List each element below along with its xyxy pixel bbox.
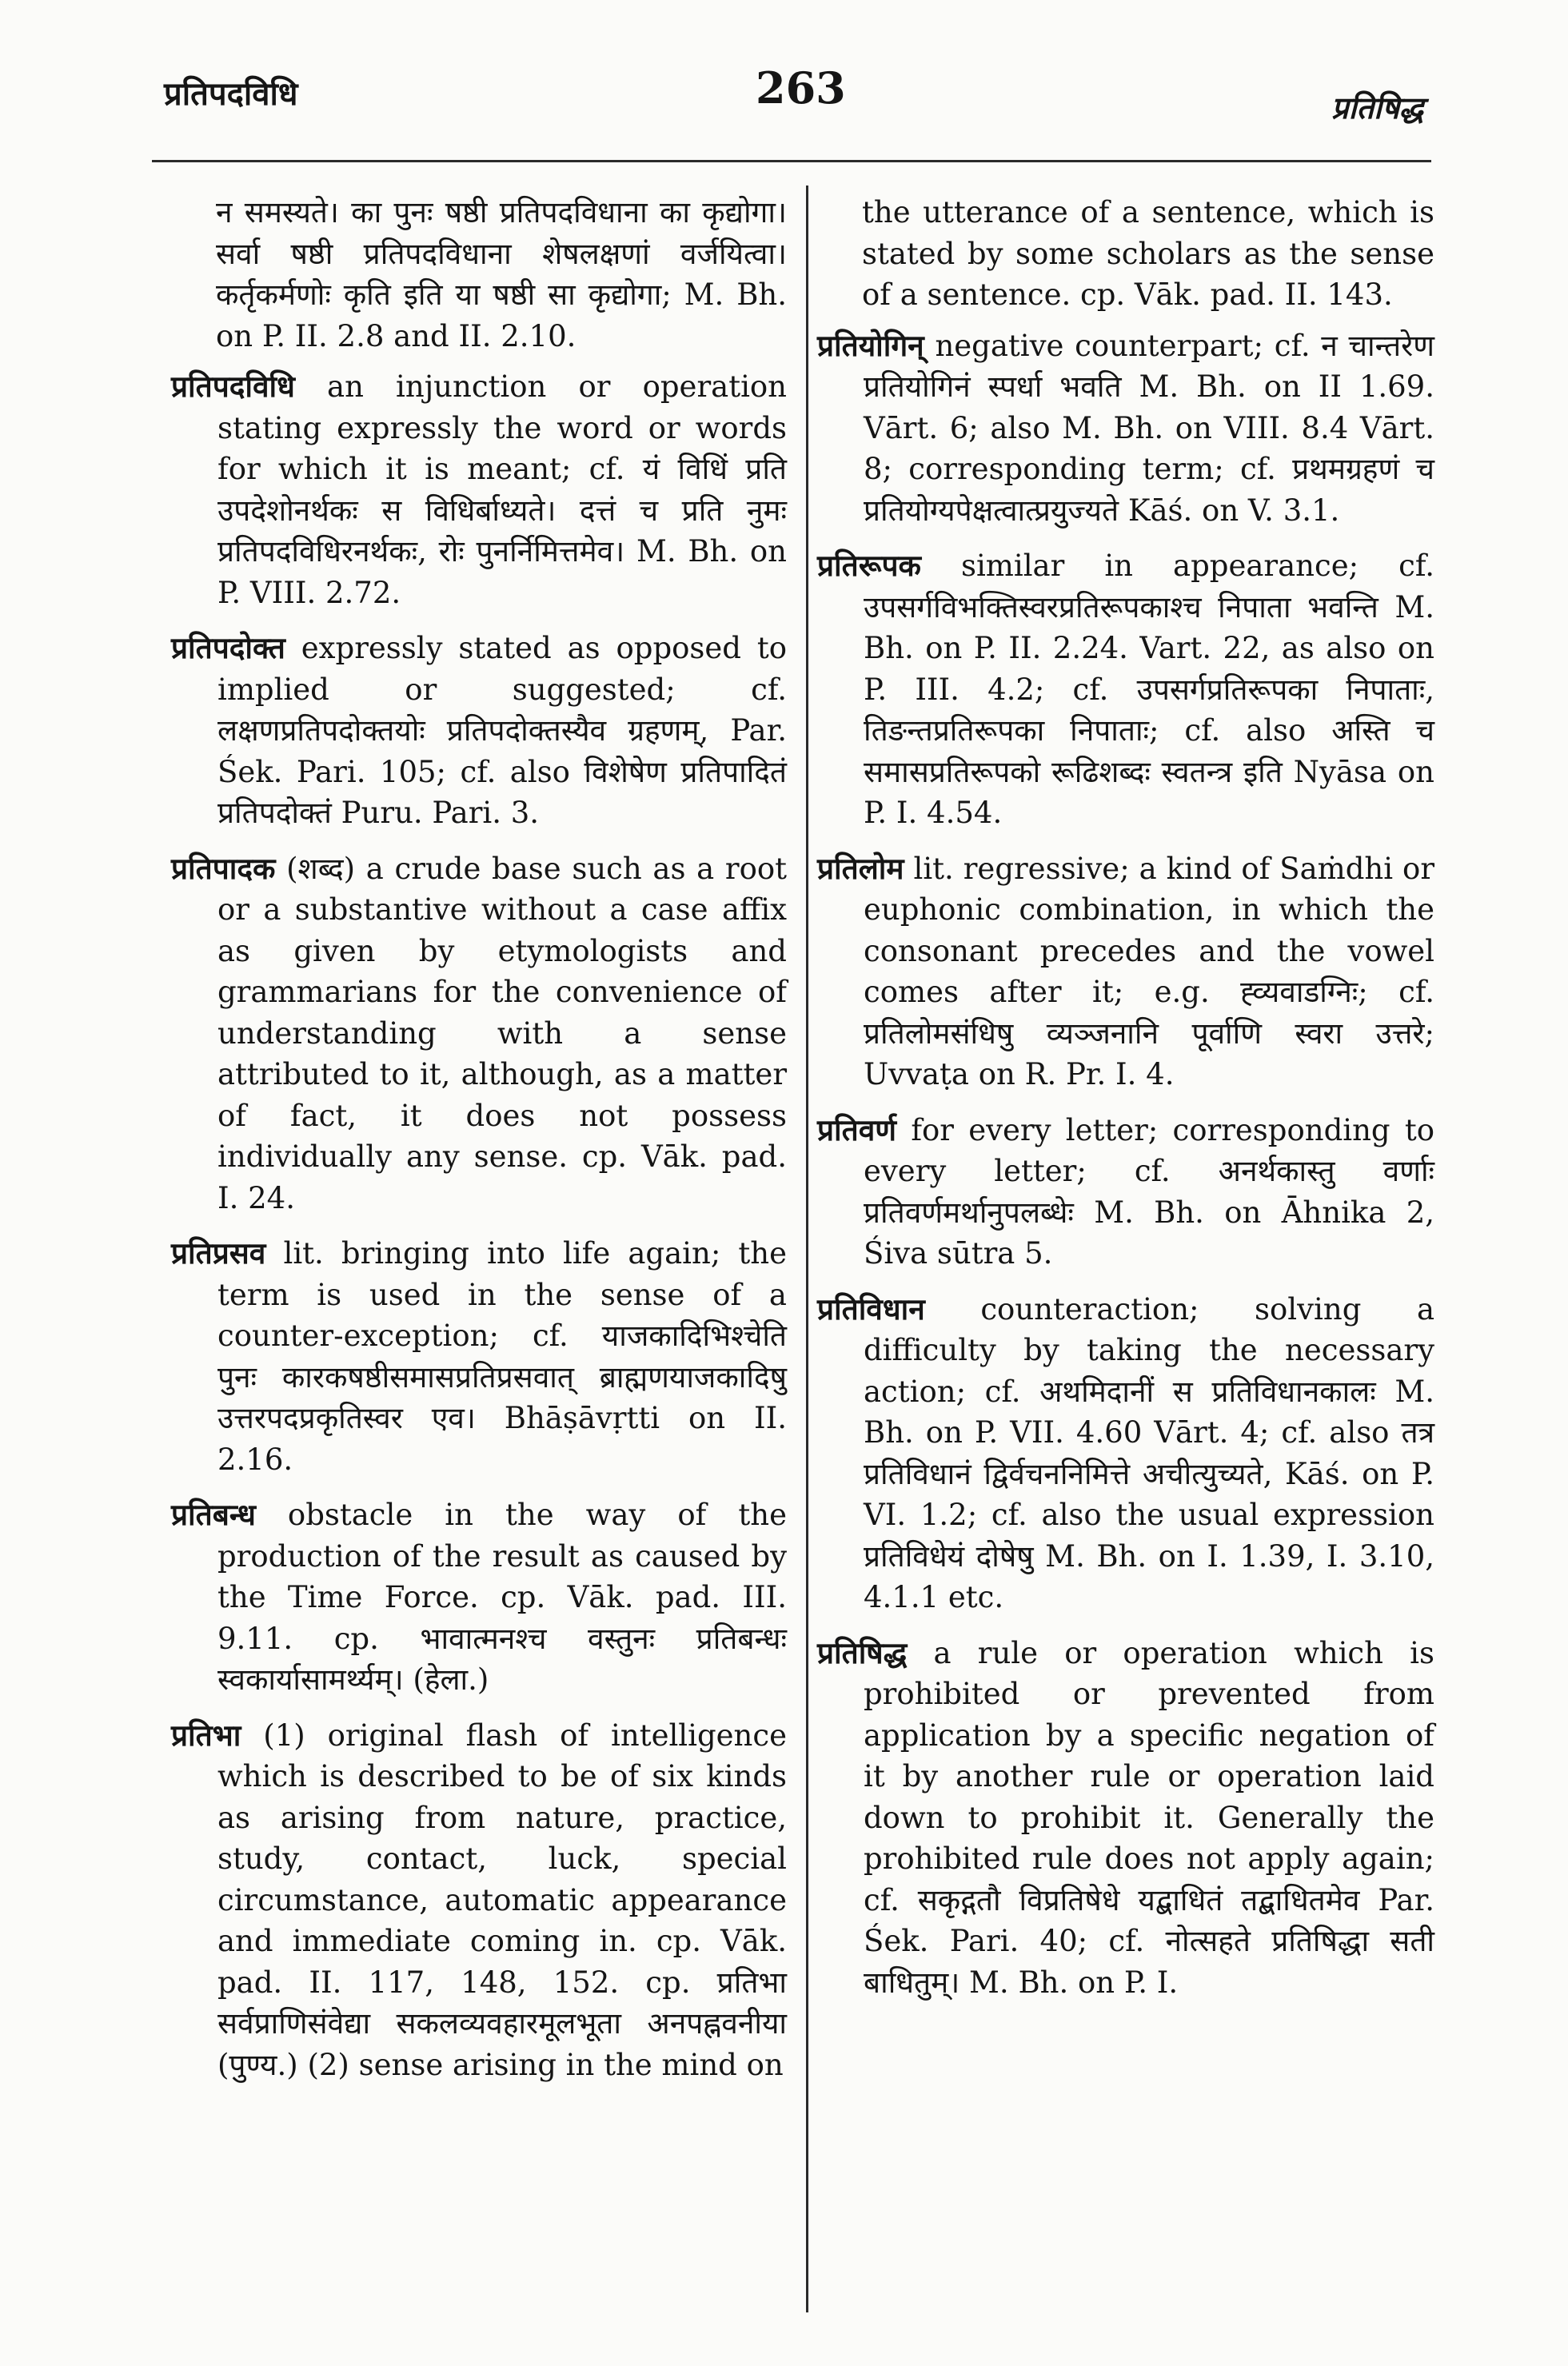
- entry-definition: a rule or operation which is prohibited or prevented from application by a specific negation of it by another rule or operation laid down to prohibit it. Generally the prohibited rule does not apply again; cf. सकृद्गतौ विप्रतिषेधे यद्बाधितं तद्बाधितमेव Par. Śek. Pari. 40; cf. नोत्सहते प्रतिषिद्धा सती बाधितुम्। M. Bh. on P. I.: [864, 1635, 1434, 2000]
- page-header: [0, 0, 1568, 192]
- dictionary-entry: [171, 1233, 787, 1480]
- entry-definition: expressly stated as opposed to implied or suggested; cf. लक्षणप्रतिपदोक्तयोः प्रतिपदोक्तस्यैव ग्रहणम्, Par. Śek. Pari. 105; cf. also विशेषेण प्रतिपादितं प्रतिपदोक्तं Puru. Pari. 3.: [217, 631, 787, 830]
- entry-headword: प्रतिरूपक: [817, 548, 921, 583]
- entry-definition: lit. bringing into life again; the term is used in the sense of a counter-exception; cf. याजकादिभिश्चेति पुनः कारकषष्ठीसमासप्रतिप्रसवात् ब्राह्मणयाजकादिषु उत्तरपदप्रकृतिस्वर एव। Bhāṣāvṛtti on II. 2.16.: [217, 1236, 788, 1477]
- entry-headword: प्रतिवर्ण: [817, 1111, 897, 1147]
- entry-definition: lit. regressive; a kind of Saṁdhi or euphonic combination, in which the consonant precedes and the vowel comes after it; e.g. ह्व्यवाडग्निः; cf. प्रतिलोमसंधिषु व्यञ्जनानि पूर्वाणि स्वरा उत्तरे; Uvvaṭa on R. Pr. I. 4.: [864, 851, 1434, 1091]
- entry-headword: प्रतिपदविधि: [171, 369, 295, 404]
- entry-headword: प्रतिपदोक्त: [171, 630, 285, 665]
- entry-headword: प्रतिषिद्ध: [817, 1634, 908, 1670]
- header-left-catchword: प्रतिपदविधि: [164, 75, 298, 113]
- entry-definition: (1) original flash of intelligence which is described to be of six kinds as arising from nature, practice, study, contact, luck, special circumstance, automatic appearance and immediate coming in. cp. Vāk. pad. II. 117, 148, 152. cp. प्रतिभा सर्वप्राणिसंवेद्या सकलव्यवहारमूलभूता अनपह्नवनीया (पुण्य.) (2) sense arising in the mind on: [217, 1718, 787, 2082]
- header-right-catchword: प्रतिषिद्ध: [1331, 90, 1424, 126]
- dictionary-entry: [171, 1715, 787, 2086]
- entry-definition: for every letter; corresponding to every letter; cf. अनर्थकास्तु वर्णाः प्रतिवर्णमर्थानुपलब्धेः M. Bh. on Āhnika 2, Śiva sūtra 5.: [864, 1112, 1434, 1271]
- left-continuation-text: न समस्यते। का पुनः षष्ठी प्रतिपदविधाना का कृद्योगा। सर्वा षष्ठी प्रतिपदविधाना शेषलक्षणां वर्जयित्वा। कर्तृकर्मणोः कृति इति या षष्ठी सा कृद्योगा; M. Bh. on P. II. 2.8 and II. 2.10.: [216, 195, 787, 353]
- dictionary-entry: [817, 1633, 1434, 2004]
- dictionary-entry: [817, 848, 1434, 1095]
- entry-headword: प्रतिप्रसव: [171, 1235, 266, 1271]
- dictionary-entry: [171, 628, 787, 834]
- page-number: 263: [756, 62, 846, 114]
- entry-headword: प्रतिभा: [171, 1717, 241, 1753]
- entry-definition: similar in appearance; cf. उपसर्गविभक्तिस्वरप्रतिरूपकाश्च निपाता भवन्ति M. Bh. on P. II. 2.24. Vart. 22, as also on P. III. 4.2; cf. उपसर्गप्रतिरूपका निपाताः, तिङन्तप्रतिरूपका निपाताः; cf. also अस्ति च समासप्रतिरूपको रूढिशब्दः स्वतन्त्र इति Nyāsa on P. I. 4.54.: [864, 549, 1434, 830]
- dictionary-entry: [171, 1494, 787, 1701]
- entry-definition: counteraction; solving a difficulty by taking the necessary action; cf. अथमिदानीं स प्रतिविधानकालः M. Bh. on P. VII. 4.60 Vārt. 4; cf. also तत्र प्रतिविधानं द्विर्वचननिमित्ते अचीत्युच्यते, Kāś. on P. VI. 1.2; cf. also the usual expression प्रतिविधेयं दोषेषु M. Bh. on I. 1.39, I. 3.10, 4.1.1 etc.: [864, 1291, 1435, 1614]
- entry-headword: प्रतिलोम: [817, 850, 904, 886]
- entry-definition: (शब्द) a crude base such as a root or a substantive without a case affix as given by etymologists and grammarians for the convenience of understanding with a sense attributed to it, although, as a matter of fact, it does not possess individually any sense. cp. Vāk. pad. I. 24.: [217, 851, 788, 1215]
- entry-headword: प्रतिपादक: [171, 850, 276, 886]
- left-column: [171, 192, 787, 2100]
- entry-headword: प्रतियोगिन्: [817, 327, 924, 363]
- entry-definition: negative counterpart; cf. न चान्तरेण प्रतियोगिनं स्पर्धा भवति M. Bh. on II 1.69. Vārt. 6; also M. Bh. on VIII. 8.4 Vārt. 8; corresponding term; cf. प्रथमग्रहणं च प्रतियोग्यपेक्षत्वात्प्रयुज्यते Kāś. on V. 3.1.: [864, 328, 1434, 528]
- dictionary-entry: [171, 848, 787, 1219]
- dictionary-entry: [817, 1110, 1434, 1275]
- dictionary-entry: [817, 1289, 1434, 1618]
- right-continuation-text: the utterance of a sentence, which is stated by some scholars as the sense of a sentence. cp. Vāk. pad. II. 143.: [862, 195, 1434, 312]
- dictionary-entry: [817, 325, 1434, 532]
- entry-definition: obstacle in the way of the production of the result as caused by the Time Force. cp. Vāk. pad. III. 9.11. cp. भावात्मनश्च वस्तुनः प्रतिबन्धः स्वकार्यासामर्थ्यम्। (हेला.): [217, 1498, 787, 1697]
- dictionary-entry: [817, 545, 1434, 834]
- dictionary-entry: [171, 366, 787, 613]
- header-rule: [152, 160, 1431, 162]
- entry-definition: an injunction or operation stating expressly the word or words for which it is meant; cf. यं विधिं प्रति उपदेशोनर्थकः स विधिर्बाध्यते। दत्तं च प्रति नुमः प्रतिपदविधिरनर्थकः, रोः पुनर्निमित्तमेव। M. Bh. on P. VIII. 2.72.: [217, 369, 788, 610]
- entry-headword: प्रतिबन्ध: [171, 1497, 256, 1532]
- right-column: [817, 192, 1434, 2017]
- column-divider: [806, 186, 808, 2312]
- entry-headword: प्रतिविधान: [817, 1291, 925, 1327]
